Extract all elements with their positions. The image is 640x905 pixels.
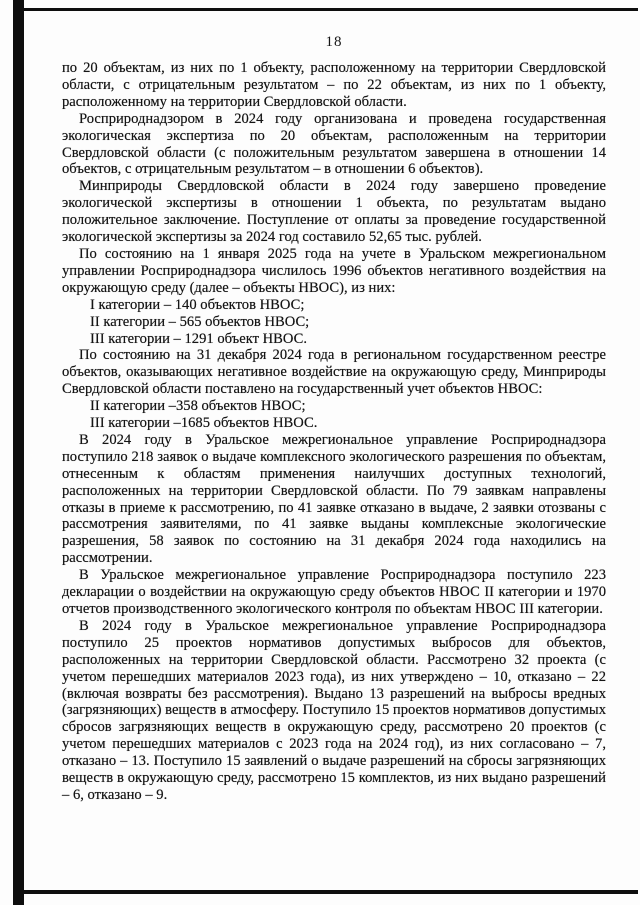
document-body (62, 60, 606, 804)
list-item-category-1: I категории – 140 объектов НВОС; (90, 296, 305, 313)
scan-edge-top-line (13, 8, 638, 11)
paragraph: Росприроднадзором в 2024 году организована и проведена государственная экологическая экспертиза по 20 объектам, расположенным на территории Свердловской области (с положительным результатом завершена в отношении 14 объектов, с отрицательным результатом – в отношении 6 объектов). (62, 110, 606, 178)
page-number: 18 (325, 34, 343, 50)
paragraph: В 2024 году в Уральское межрегиональное управление Росприроднадзора поступило 25 проектов нормативов допустимых выбросов для объектов, расположенных на территории Свердловской области. Рассмотрено 32 проекта (с учетом перешедших материалов 2023 года), из них утверждено – 10, отказано – 22 (включая возвраты без рассмотрения). Выдано 13 разрешений на выбросы вредных (загрязняющих) веществ в атмосферу. Поступило 15 проектов нормативов допустимых сбросов загрязняющих веществ в окружающую среду, рассмотрено 20 проектов (с учетом перешедших материалов с 2023 года на 2024 год), из них согласовано – 7, отказано – 13. Поступило 15 заявлений о выдаче разрешений на сбросы загрязняющих веществ в окружающую среду, рассмотрено 15 комплектов, из них выдано разрешений – 6, отказано – 9. (62, 617, 606, 803)
list-item-category-2b: II категории –358 объектов НВОС; (90, 398, 306, 415)
list-item-category-2: II категории – 565 объектов НВОС; (90, 313, 310, 330)
paragraph: В Уральское межрегиональное управление Росприроднадзора поступило 223 декларации о воздействии на окружающую среду объектов НВОС II категории и 1970 отчетов производственного экологического контроля по объектам НВОС III категории. (62, 567, 606, 617)
scan-edge-bottom-line (13, 890, 638, 894)
list-item-category-3: III категории – 1291 объект НВОС. (90, 330, 307, 347)
paragraph-continuation: по 20 объектам, из них по 1 объекту, расположенному на территории Свердловской области, с отрицательным результатом – по 22 объектам, из них по 1 объекту, расположенному на территории Свердловской области. (62, 60, 606, 110)
paragraph: По состоянию на 1 января 2025 года на учете в Уральском межрегиональном управлении Росприроднадзора числилось 1996 объектов негативного воздействия на окружающую среду (далее – объекты НВОС), из них: (62, 245, 606, 296)
paragraph: В 2024 году в Уральское межрегиональное управление Росприроднадзора поступило 218 заявок о выдаче комплексного экологического разрешения по объектам, отнесенным к областям применения наилучших доступных технологий, расположенных на территории Свердловской области. По 79 заявкам направлены отказы в приеме к рассмотрению, по 41 заявке отказано в выдаче, 2 заявки отозваны с рассмотрения заявителями, по 41 заявке выданы комплексные экологические разрешения, 58 заявок по состоянию на 31 декабря 2024 года находились на рассмотрении. (62, 431, 606, 567)
scan-edge-left-bar (13, 0, 24, 905)
paragraph: Минприроды Свердловской области в 2024 году завершено проведение экологической экспертизы в отношении 1 объекта, по результатам выдано положительное заключение. Поступление от оплаты за проведение государственной экологической экспертизы за 2024 год составило 52,65 тыс. рублей. (62, 178, 606, 246)
paragraph: По состоянию на 31 декабря 2024 года в региональном государственном реестре объектов, оказывающих негативное воздействие на окружающую среду, Минприроды Свердловской области поставлено на государственный учет объектов НВОС: (62, 347, 606, 398)
list-item-category-3b: III категории –1685 объектов НВОС. (90, 415, 318, 432)
